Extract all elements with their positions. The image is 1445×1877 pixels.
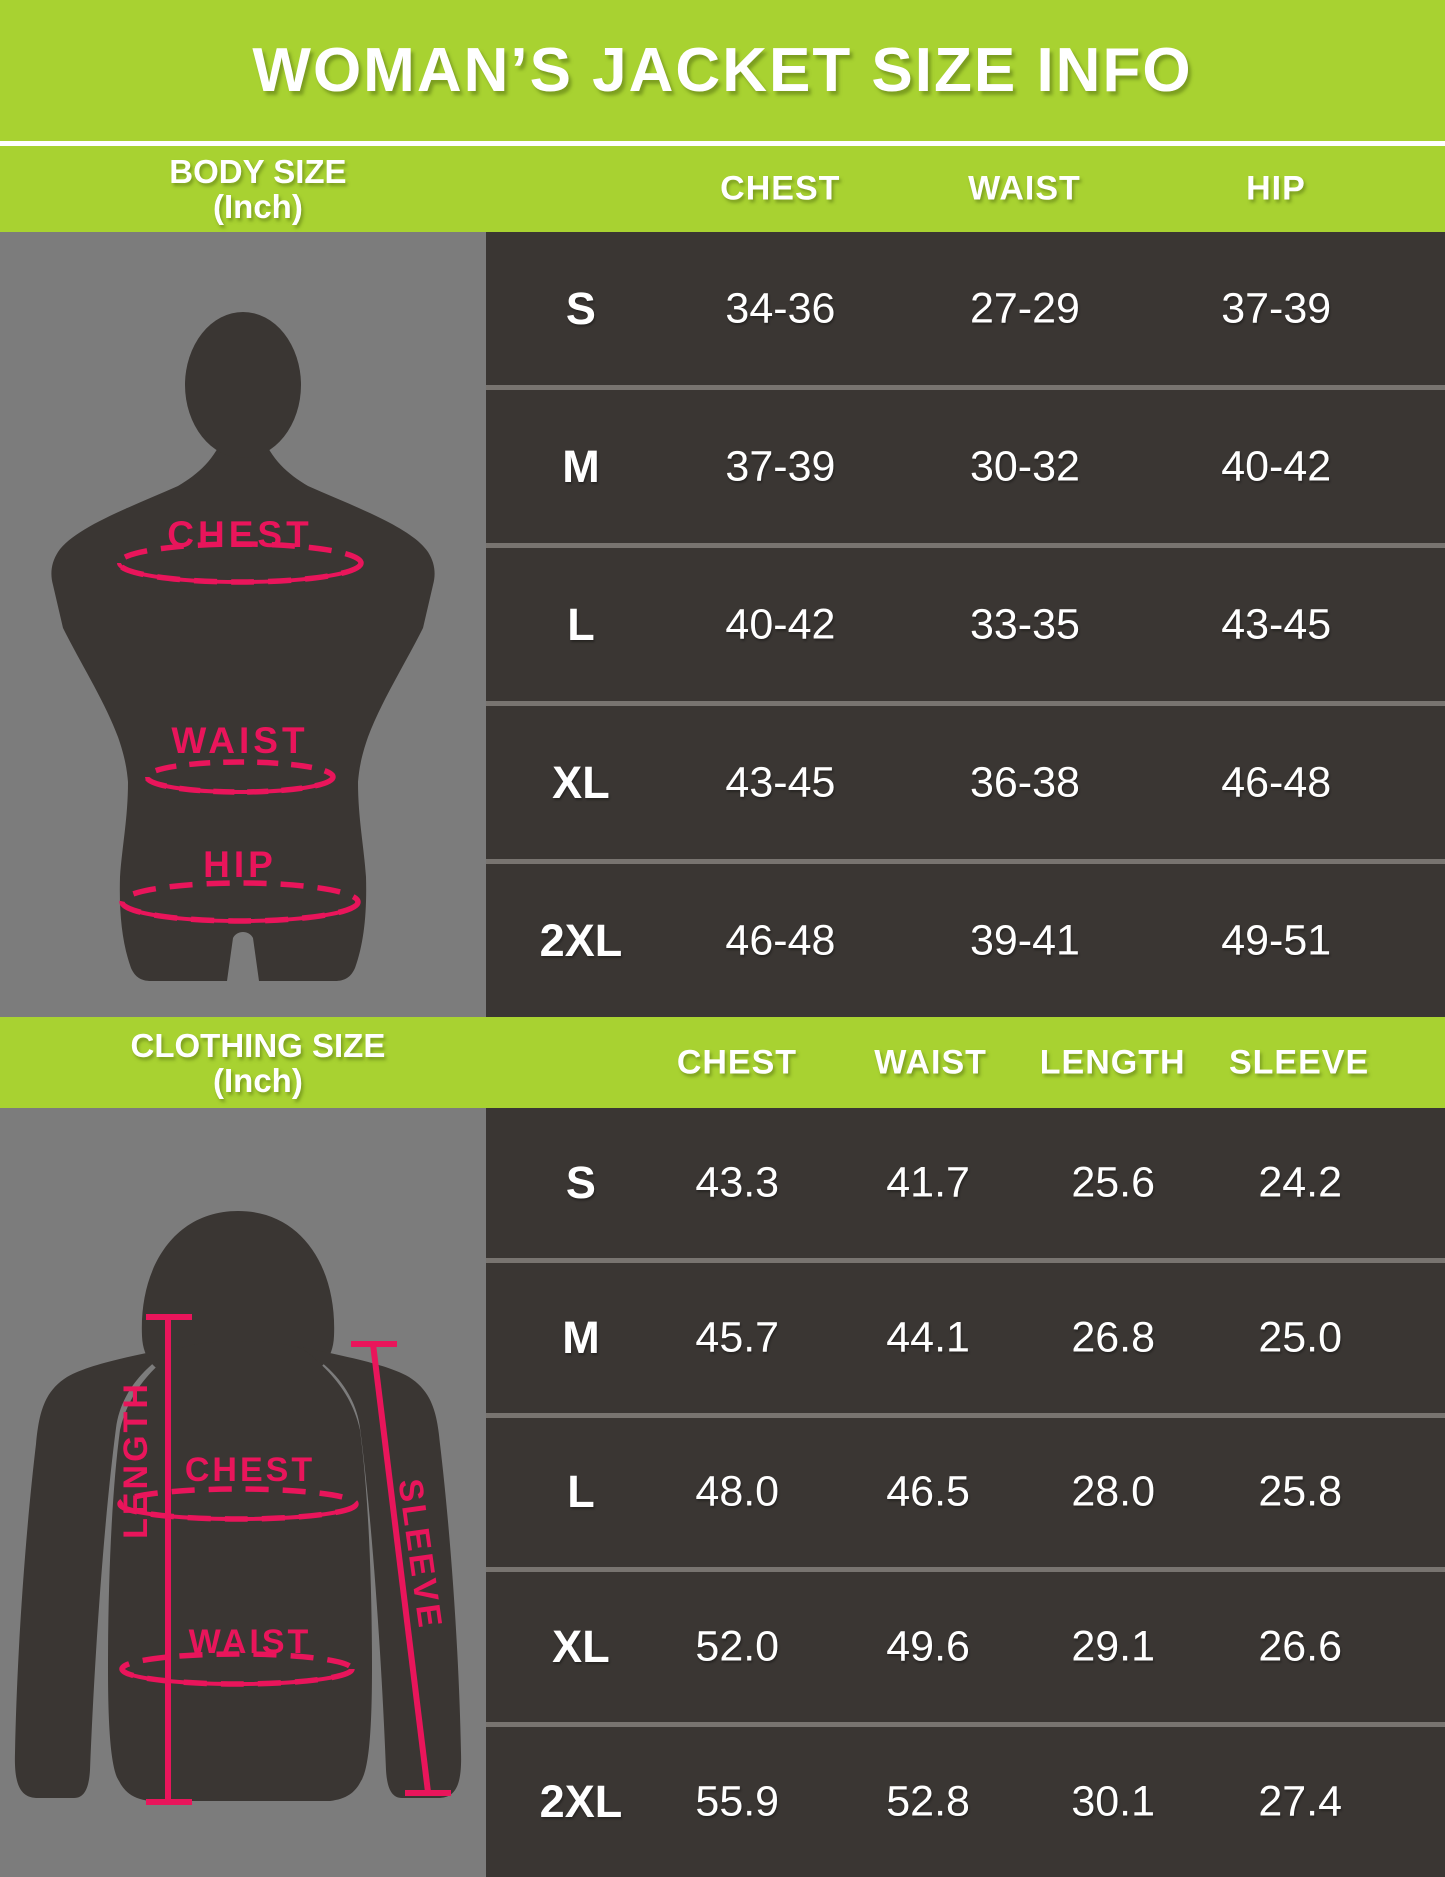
table-row [486,1108,1445,1258]
waist-cell: 30-32 [969,442,1080,490]
length-cell: 28.0 [1071,1467,1156,1516]
size-cell: 2XL [539,1776,623,1828]
length-cell: 30.1 [1071,1777,1156,1826]
chest-cell: 34-36 [725,284,836,332]
body-size-section [0,232,1445,1017]
hip-annotation-label: HIP [203,844,277,885]
hip-cell: 46-48 [1221,758,1332,806]
chest-cell: 52.0 [695,1622,780,1671]
waist-cell: 27-29 [969,284,1080,332]
chest-cell: 45.7 [695,1313,780,1362]
table-row [486,1258,1445,1413]
hip-cell: 40-42 [1221,442,1332,490]
table-row [486,385,1445,543]
size-cell: S [565,1156,596,1208]
waist-annotation-label: WAIST [171,720,309,761]
column-header-chest: CHEST [720,169,841,208]
length-cell: 26.8 [1071,1313,1156,1362]
table-row [486,1413,1445,1568]
waist-cell: 52.8 [886,1777,970,1826]
body-size-label: BODY SIZE (Inch) [169,153,347,225]
chest-cell: 46-48 [725,916,836,964]
waist-cell: 36-38 [969,758,1080,806]
size-cell: L [567,598,595,650]
waist-cell: 49.6 [886,1622,970,1671]
waist-cell: 46.5 [886,1467,970,1516]
clothing-size-section [0,1108,1445,1877]
jacket-figure [0,1108,486,1877]
size-cell: 2XL [539,914,623,966]
size-cell: M [562,440,600,492]
chest-cell: 55.9 [695,1777,780,1826]
length-annotation-label: LENGTH [117,1381,155,1539]
sleeve-cell: 25.0 [1258,1313,1343,1362]
chest-annotation-label: CHEST [184,1451,316,1489]
sleeve-cell: 27.4 [1258,1777,1343,1826]
column-header-waist: WAIST [874,1043,987,1081]
column-header-hip: HIP [1246,169,1306,208]
page-title: WOMAN’S JACKET SIZE INFO [252,36,1193,105]
body-figure [0,232,486,1017]
table-row [486,1722,1445,1877]
size-cell: XL [552,756,610,808]
sleeve-cell: 24.2 [1258,1158,1343,1207]
waist-cell: 44.1 [886,1313,970,1362]
column-header-waist: WAIST [968,169,1081,208]
table-row [486,701,1445,859]
length-cell: 29.1 [1071,1622,1156,1671]
chest-cell: 40-42 [725,600,836,648]
chest-annotation-label: CHEST [167,514,313,555]
waist-cell: 41.7 [886,1158,970,1207]
column-header-sleeve: SLEEVE [1228,1043,1370,1081]
clothing-size-header-band [0,1017,1445,1108]
waist-annotation-label: WAIST [188,1623,312,1661]
sleeve-cell: 25.8 [1258,1467,1343,1516]
table-row [486,859,1445,1017]
clothing-size-label: CLOTHING SIZE (Inch) [130,1026,386,1099]
chest-cell: 48.0 [695,1467,780,1516]
column-header-length: LENGTH [1039,1043,1186,1081]
sleeve-cell: 26.6 [1258,1622,1343,1671]
body-size-header-band [0,146,1445,232]
size-cell: M [562,1311,600,1363]
table-row [486,1567,1445,1722]
hip-cell: 43-45 [1221,600,1332,648]
chest-cell: 43-45 [725,758,836,806]
body-silhouette-icon [0,232,486,1017]
clothing-size-table [486,1108,1445,1877]
jacket-silhouette-icon [0,1108,486,1877]
title-band [0,0,1445,141]
size-cell: L [567,1466,595,1518]
waist-cell: 33-35 [969,600,1080,648]
body-size-table [486,232,1445,1017]
hip-cell: 49-51 [1221,916,1332,964]
column-header-chest: CHEST [676,1043,798,1081]
chest-cell: 43.3 [695,1158,780,1207]
size-cell: XL [552,1621,610,1673]
size-cell: S [565,282,596,334]
table-row [486,232,1445,385]
length-cell: 25.6 [1071,1158,1156,1207]
waist-cell: 39-41 [969,916,1080,964]
hip-cell: 37-39 [1221,284,1332,332]
sleeve-annotation-label: SLEEVE [390,1476,450,1633]
chest-cell: 37-39 [725,442,836,490]
table-row [486,543,1445,701]
